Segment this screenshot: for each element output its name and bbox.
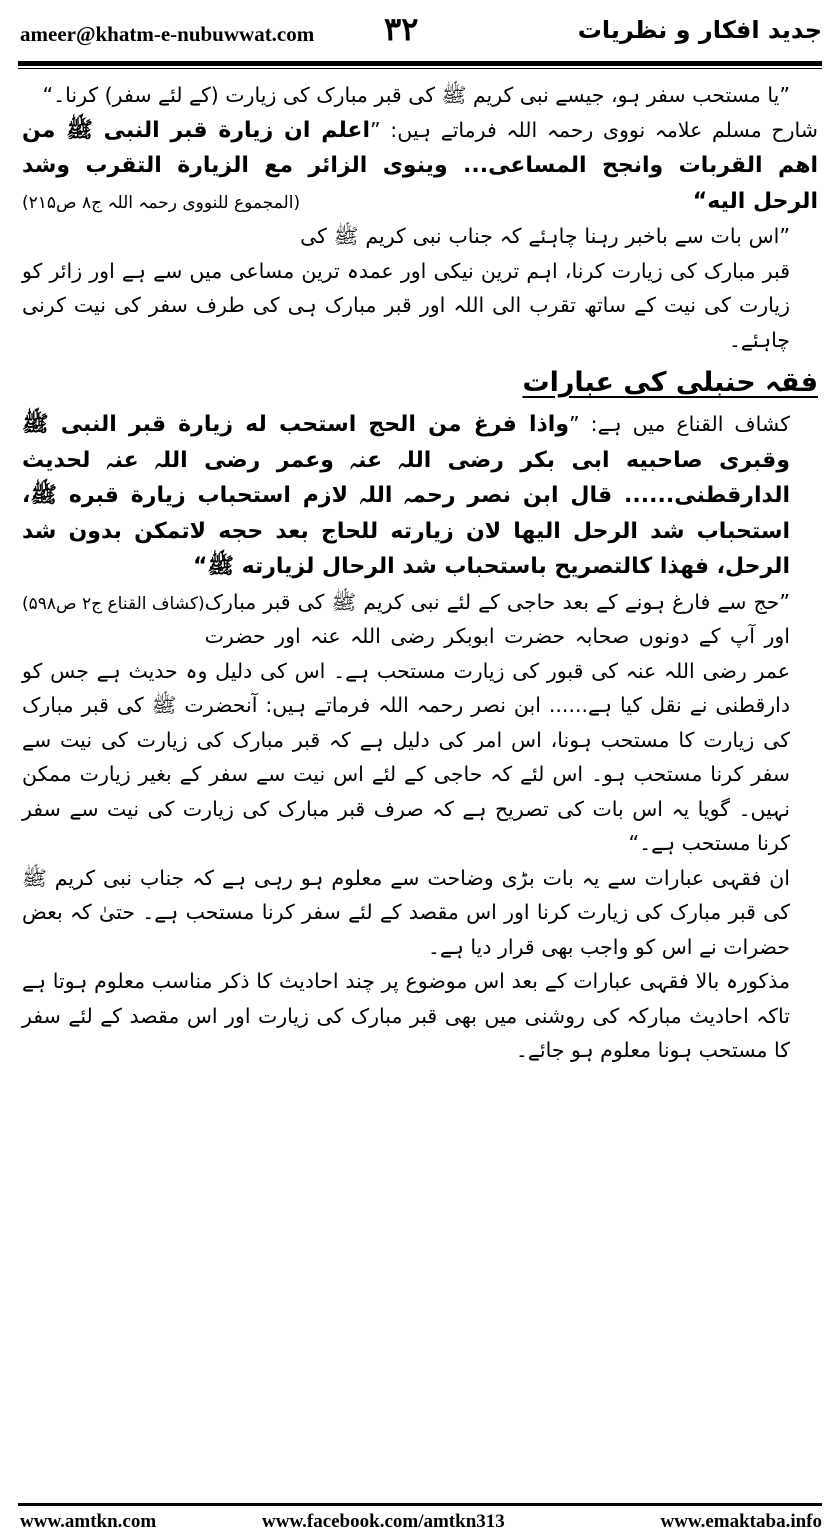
header-email: ameer@khatm-e-nubuwwat.com <box>20 22 315 46</box>
reference-majmu: (المجموع للنووی رحمہ اللہ ج۸ ص۲۱۵) <box>22 192 301 213</box>
header-rule-thin <box>18 68 822 69</box>
paragraph-4 <box>22 407 818 614</box>
paragraph-2 <box>22 113 818 220</box>
paragraph-6: ان فقہی عبارات سے یہ بات بڑی وضاحت سے معلوم ہو رہی ہے کہ جناب نبی کریم ﷺ کی قبر مبارک کی زیارت کرنا اور اس مقصد کے لئے سفر کرنا مستحب ہے۔ حتیٰ کہ بعض حضرات نے اس کو واجب بھی قرار دیا ہے۔ <box>22 865 790 959</box>
footer-link-emaktaba[interactable]: www.emaktaba.info <box>660 1511 822 1532</box>
paragraph-7: مذکورہ بالا فقہی عبارات کے بعد اس موضوع پر چند احادیث کا ذکر مناسب معلوم ہوتا ہے تاکہ احادیث مبارکہ کی روشنی میں بھی قبر مبارک کی زیارت اور اس مقصد کے لئے سفر کا مستحب ہونا معلوم ہو جائے۔ <box>22 969 790 1062</box>
page-footer <box>0 1511 840 1535</box>
header-rule-thick <box>18 61 822 66</box>
page-number: ۳۲ <box>384 10 419 48</box>
paragraph-1: ”یا مستحب سفر ہو، جیسے نبی کریم ﷺ کی قبر مبارک کی زیارت (کے لئے سفر) کرنا۔“ <box>42 83 790 107</box>
footer-link-amtkn[interactable]: www.amtkn.com <box>20 1511 157 1532</box>
footer-rule <box>18 1503 822 1506</box>
page-header <box>0 0 840 64</box>
paragraph-2-lead: شارح مسلم علامہ نووی رحمہ اللہ فرماتے ہیں: ” <box>370 117 818 142</box>
section-heading: فقہ حنبلی کی عبارات <box>522 367 818 398</box>
arabic-quote-kashshaf: واذا فرغ من الحج استحب له زیارة قبر النبی ﷺ وقبری صاحبیه ابی بکر رضی اللہ عنہ وعمر رضی اللہ عنہ لحدیث الدارقطنی...... قال ابن نصر رحمہ اللہ لازم استحباب زیارة قبره ﷺ، استحباب شد الرحل الیها لان زیارته للحاج بعد حجه لاتمکن بدون شد الرحل، فهذا کالتصریح باستحباب شد الرحال لزیارته ﷺ“ <box>22 412 790 579</box>
paragraph-4-lead: کشاف القناع میں ہے: ” <box>569 412 790 436</box>
paragraph-5: ”حج سے فارغ ہونے کے بعد حاجی کے لئے نبی کریم ﷺ کی قبر مبارک اور آپ کے دونوں صحابہ حضرت ابوبکر رضی اللہ عنہ اور حضرت عمر رضی اللہ عنہ کی قبور کی زیارت مستحب ہے۔ اس کی دلیل وہ حدیث ہے جس کو دارقطنی نے نقل کیا ہے...... ابن نصر رحمہ اللہ فرماتے ہیں: آنحضرت ﷺ کی قبر مبارک کی زیارت کا مستحب ہونا، اس امر کی دلیل ہے کہ قبر مبارک کی زیارت کی نیت سے سفر کرنا مستحب ہو۔ اس لئے کہ حاجی کے لئے اس نیت سے سفر کے بغیر زیارت ممکن نہیں۔ گویا یہ اس بات کی تصریح ہے کہ صرف قبر مبارک کی زیارت کی نیت سے سفر کرنا مستحب ہے۔“ <box>22 589 790 855</box>
paragraph-3: ”اس بات سے باخبر رہنا چاہئے کہ جناب نبی کریم ﷺ کی قبر مبارک کی زیارت کرنا، اہم ترین نیکی اور عمدہ ترین مساعی میں سے ہے اور زائر کو زیارت کی نیت کے ساتھ تقرب الی اللہ اور قبر مبارک ہی کی طرف سفر کی نیت کرنی چاہئے۔ <box>22 224 790 352</box>
footer-link-facebook[interactable]: www.facebook.com/amtkn313 <box>262 1511 505 1532</box>
book-title: جدید افکار و نظریات <box>577 16 822 44</box>
page-body <box>22 78 818 1068</box>
arabic-quote-nawawi: اعلم ان زیارة قبر النبی ﷺ من اهم القربات وانجح المساعی... وینوی الزائر مع الزیارة التقرب وشد الرحل الیه“ <box>22 117 818 214</box>
reference-kashshaf: (کشاف القناع ج۲ ص۵۹۸) <box>22 593 205 614</box>
